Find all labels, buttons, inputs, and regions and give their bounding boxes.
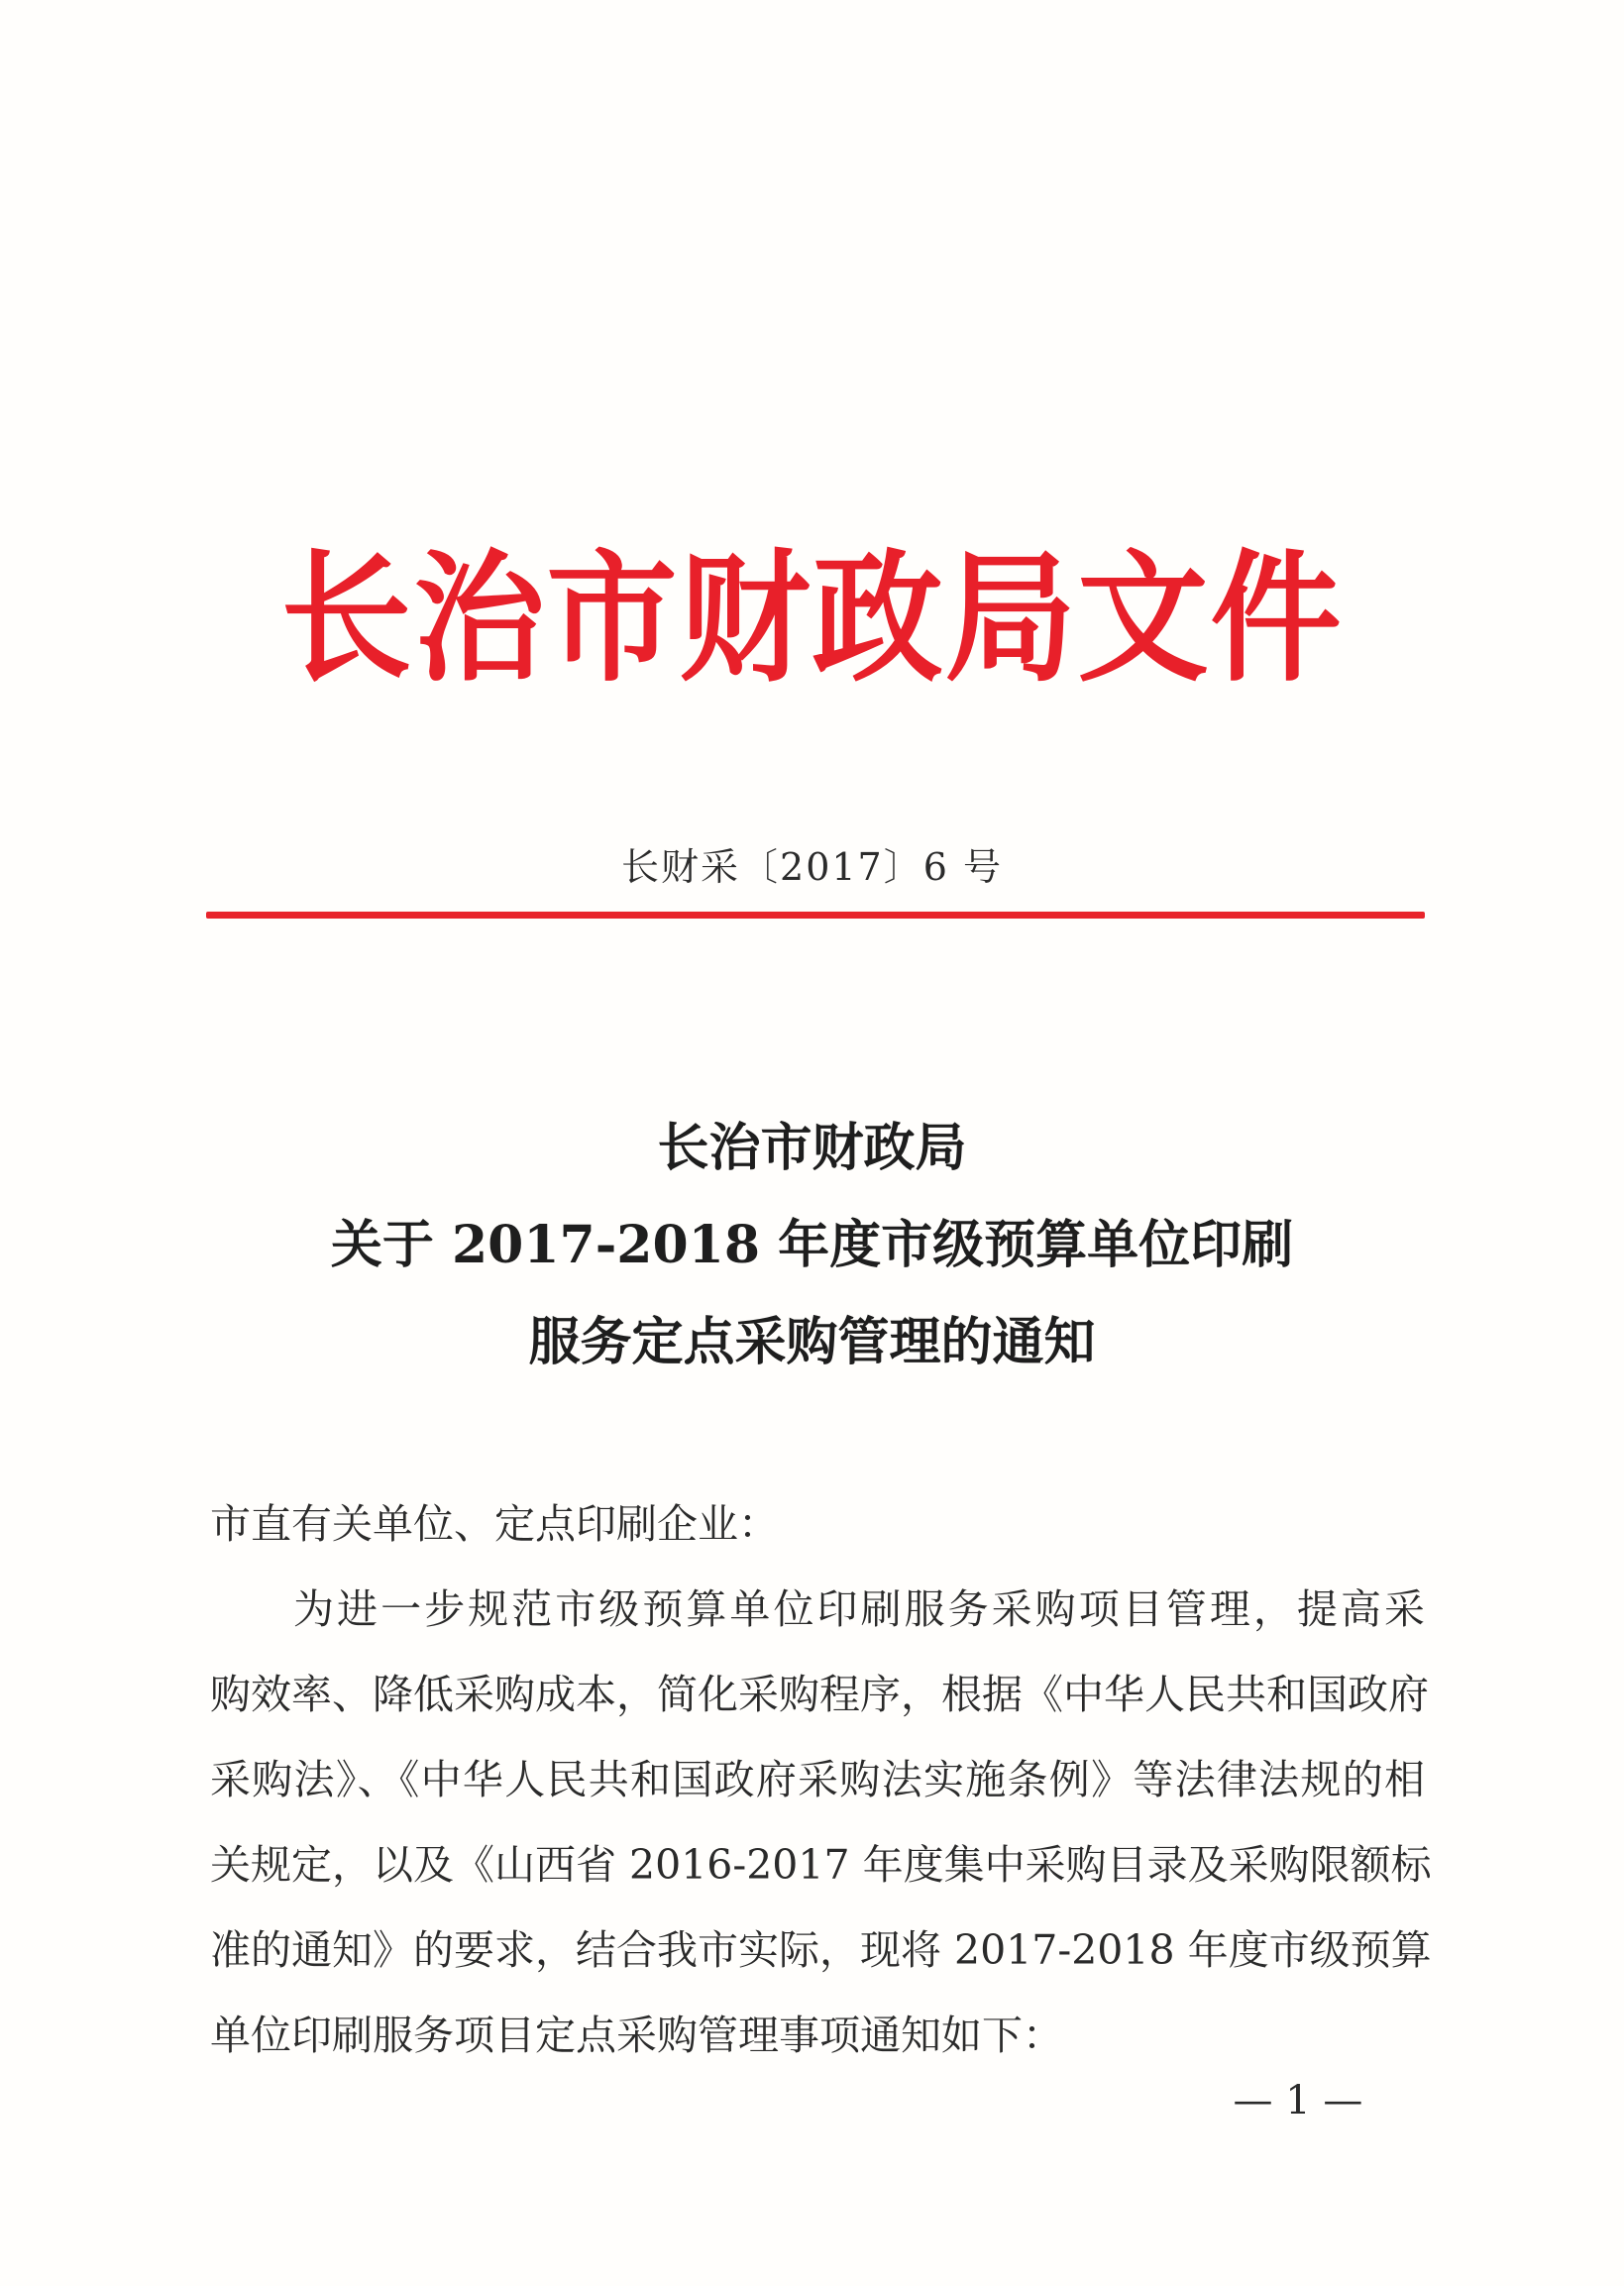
title-line-3: 服务定点采购管理的通知 — [528, 1312, 1096, 1372]
title-line-2: 关于 2017-2018 年度市级预算单位印刷 — [330, 1215, 1294, 1275]
body-line: 单位印刷服务项目定点采购管理事项通知如下： — [210, 2012, 1063, 2059]
title-line-1: 长治市财政局 — [657, 1118, 967, 1178]
body-line: 购效率、降低采购成本，简化采购程序，根据《中华人民共和国政府 — [210, 1671, 1429, 1718]
red-divider-rule — [206, 912, 1425, 919]
body-line: 采购法》、《中华人民共和国政府采购法实施条例》等法律法规的相 — [210, 1756, 1425, 1803]
body-line: 为进一步规范市级预算单位印刷服务采购项目管理，提高采 — [293, 1585, 1425, 1633]
body-line: 关规定，以及《山西省 2016-2017 年度集中采购目录及采购限额标 — [210, 1841, 1432, 1889]
page-number: — 1 — — [1233, 2078, 1363, 2123]
salutation: 市直有关单位、定点印刷企业： — [210, 1500, 779, 1548]
notice-body — [210, 1481, 1432, 2078]
document-number: 长财采〔2017〕6 号 — [621, 845, 1003, 889]
masthead-title: 长治市财政局文件 — [280, 535, 1344, 703]
notice-title — [0, 1100, 1624, 1391]
body-line: 准的通知》的要求，结合我市实际，现将 2017-2018 年度市级预算 — [210, 1926, 1432, 1974]
